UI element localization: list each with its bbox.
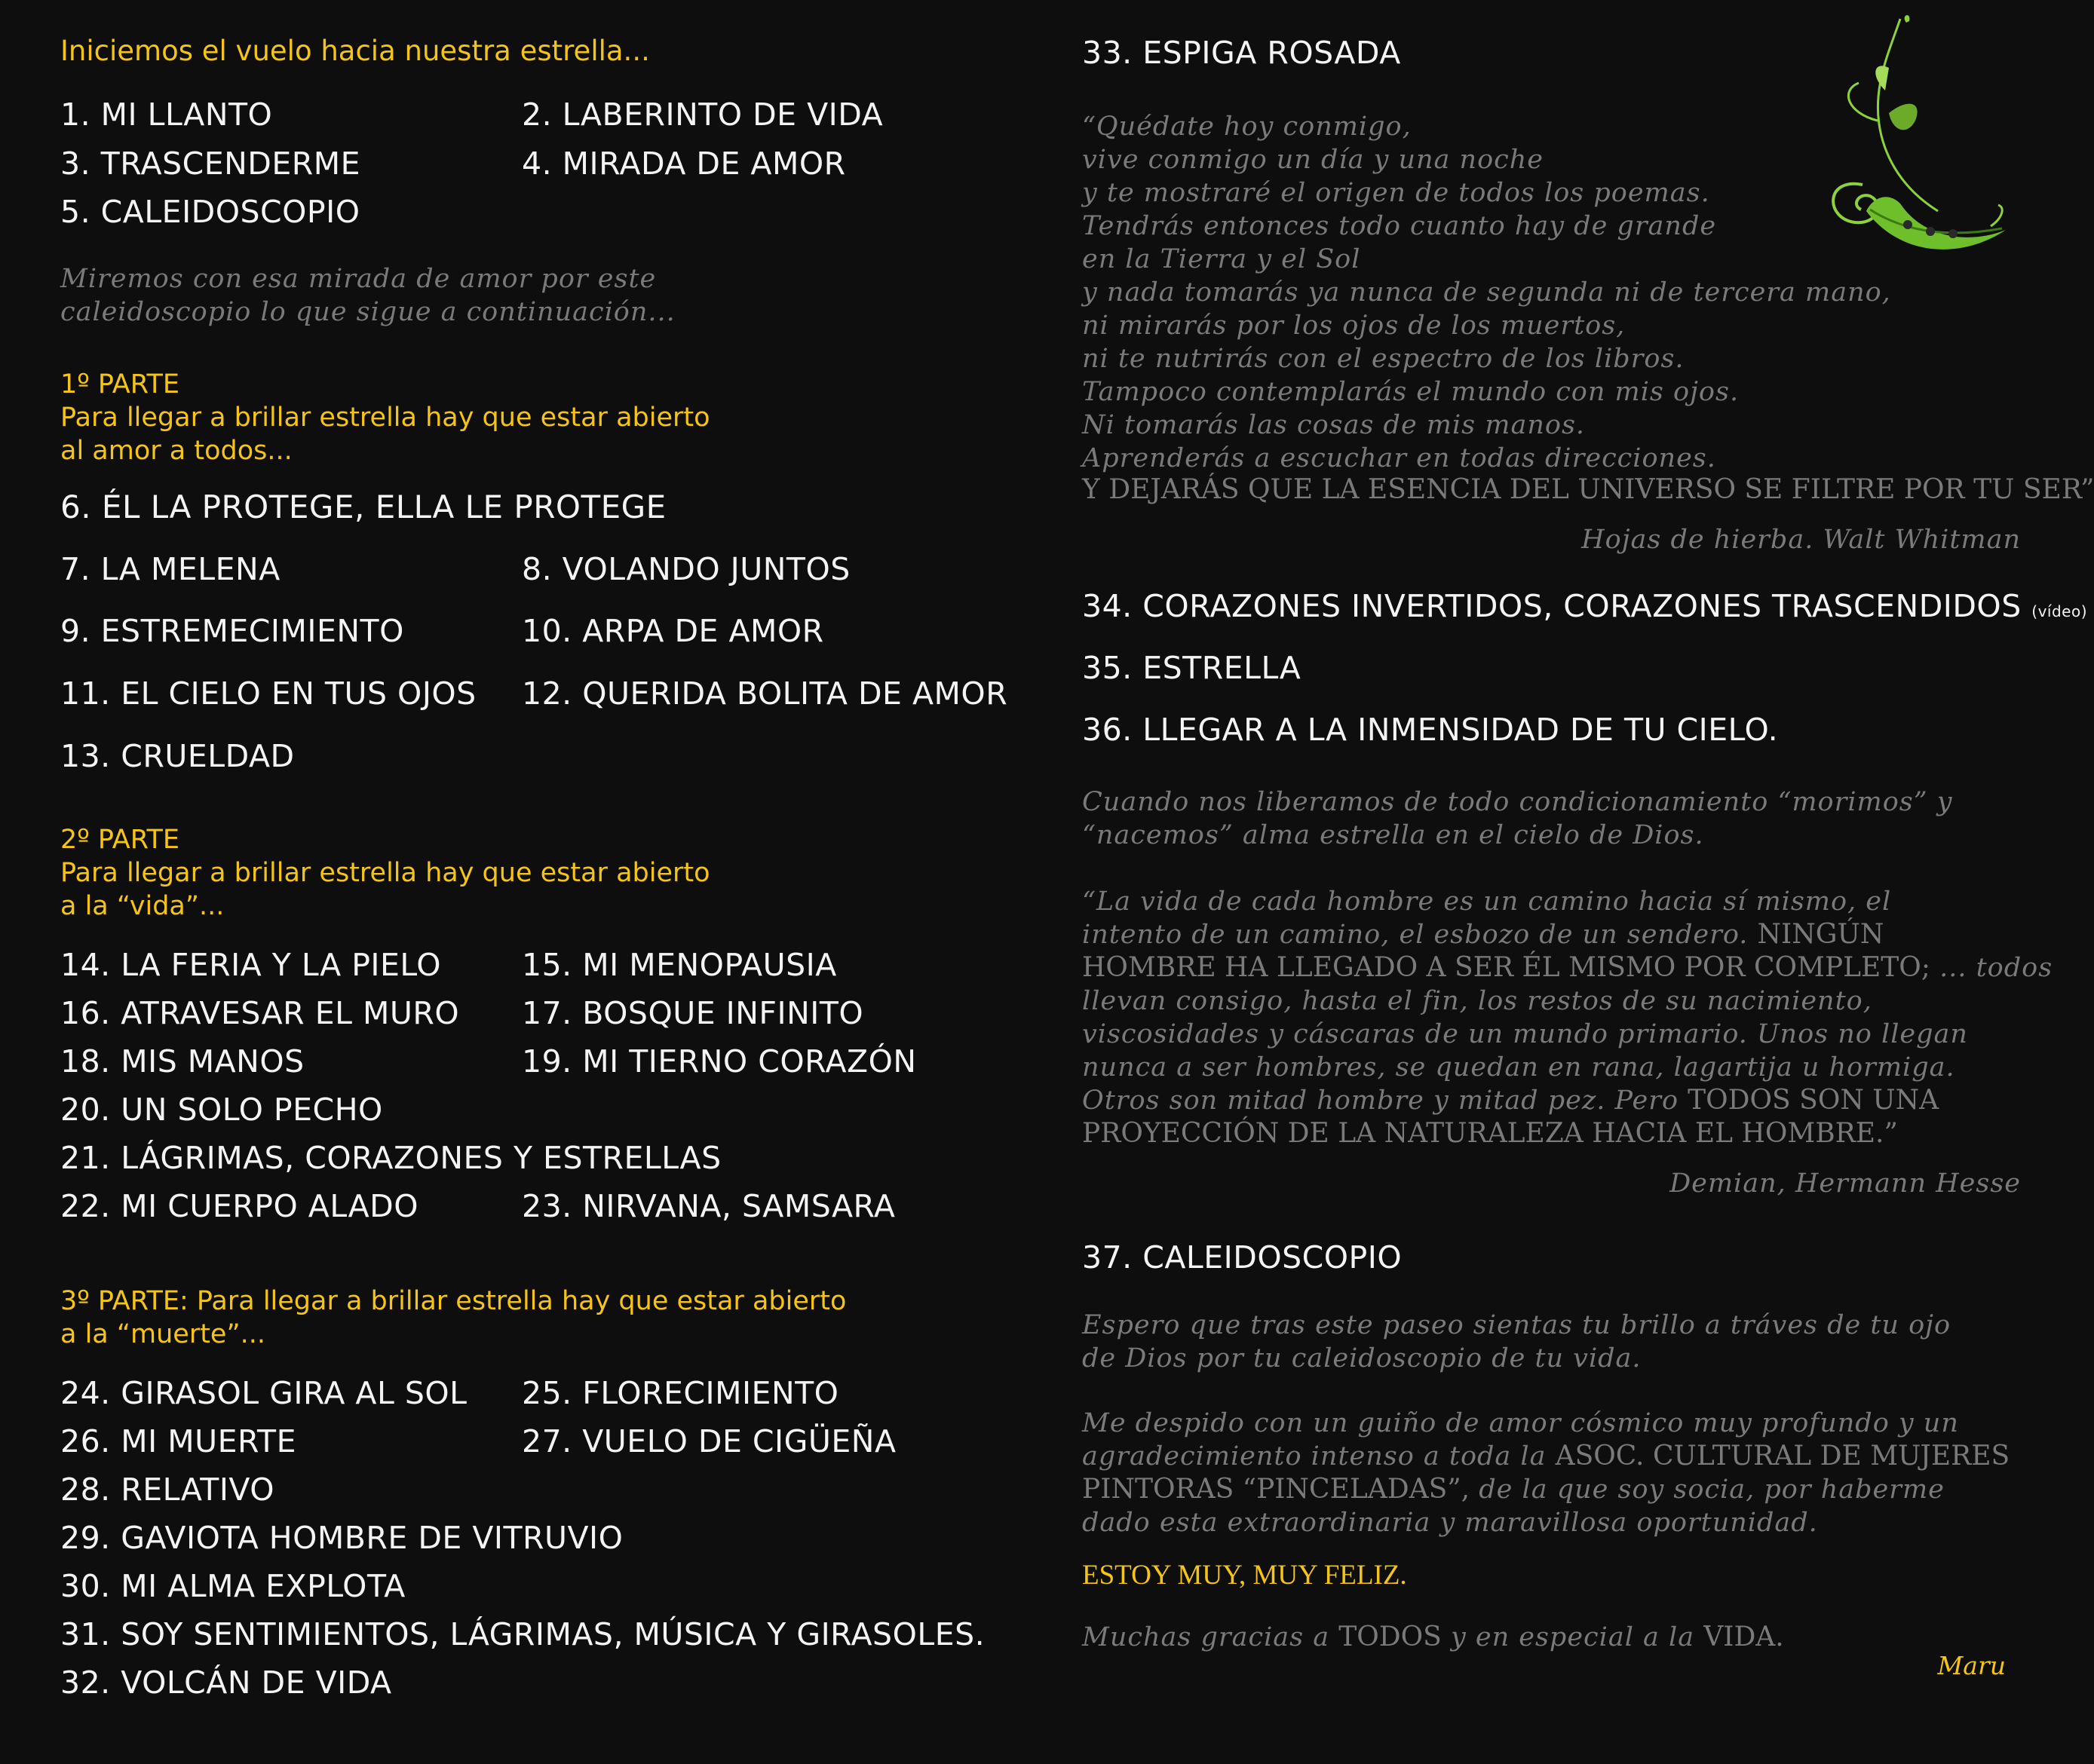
closing-caps: ASOC. CULTURAL DE MUJERES — [1555, 1441, 2010, 1472]
list-item: 17. BOSQUE INFINITO — [522, 995, 864, 1031]
list-item: 32. VOLCÁN DE VIDA — [60, 1664, 392, 1701]
closing-line: dado esta extraordinaria y maravillosa oportunidad. — [1082, 1508, 1818, 1538]
poem-caps-line: Y DEJARÁS QUE LA ESENCIA DEL UNIVERSO SE FILTRE POR TU SER” — [1082, 474, 2094, 505]
part1-line: al amor a todos... — [60, 436, 293, 466]
poem-line: vive conmigo un día y una noche — [1082, 145, 1544, 175]
item-33: 33. ESPIGA ROSADA — [1082, 35, 1401, 71]
part2-line: a la “vida”... — [60, 891, 225, 921]
list-item: 20. UN SOLO PECHO — [60, 1092, 383, 1128]
video-note: (vídeo) — [2031, 602, 2088, 620]
leaf-ornament-icon — [1817, 8, 2006, 271]
closing-line: de Dios por tu caleidoscopio de tu vida. — [1082, 1343, 1642, 1374]
list-item: 19. MI TIERNO CORAZÓN — [522, 1043, 917, 1080]
part2-title: 2º PARTE — [60, 825, 179, 855]
quote-script: Otros son mitad hombre y mitad pez. Pero — [1082, 1086, 1679, 1116]
quote-line: viscosidades y cáscaras de un mundo primario. Unos no llegan — [1082, 1019, 1968, 1049]
part3-line: a la “muerte”... — [60, 1319, 265, 1349]
list-item: 9. ESTREMECIMIENTO — [60, 613, 404, 649]
quote-line — [1082, 951, 2053, 985]
item-37: 37. CALEIDOSCOPIO — [1082, 1239, 1403, 1276]
list-item: 1. MI LLANTO — [60, 96, 273, 133]
closing-line: Me despido con un guiño de amor cósmico muy profundo y un — [1082, 1408, 1959, 1438]
poem-line: ni mirarás por los ojos de los muertos, — [1082, 311, 1626, 341]
part2-line: Para llegar a brillar estrella hay que estar abierto — [60, 858, 710, 888]
list-item: 24. GIRASOL GIRA AL SOL — [60, 1375, 468, 1411]
poem-line: ni te nutrirás con el espectro de los libros. — [1082, 344, 1685, 374]
happy-line: ESTOY MUY, MUY FELIZ. — [1082, 1560, 1407, 1591]
poem-source: Hojas de hierba. Walt Whitman — [1581, 525, 2021, 555]
list-item: 25. FLORECIMIENTO — [522, 1375, 839, 1411]
list-item: 14. LA FERIA Y LA PIELO — [60, 947, 442, 983]
quote-line: “La vida de cada hombre es un camino hacia sí mismo, el — [1082, 887, 1892, 917]
note-36-line: Cuando nos liberamos de todo condicionamiento “morimos” y — [1082, 787, 1953, 817]
list-item: 10. ARPA DE AMOR — [522, 613, 824, 649]
list-item: 5. CALEIDOSCOPIO — [60, 194, 360, 230]
list-item: 29. GAVIOTA HOMBRE DE VITRUVIO — [60, 1520, 624, 1556]
list-item: 28. RELATIVO — [60, 1472, 275, 1508]
item-36: 36. LLEGAR A LA INMENSIDAD DE TU CIELO. — [1082, 712, 1779, 748]
list-item: 16. ATRAVESAR EL MURO — [60, 995, 460, 1031]
list-item: 6. ÉL LA PROTEGE, ELLA LE PROTEGE — [60, 488, 667, 525]
thanks-script: Muchas gracias a — [1082, 1622, 1330, 1652]
thanks-line — [1082, 1621, 1784, 1654]
list-item: 18. MIS MANOS — [60, 1043, 305, 1080]
thanks-caps: TODOS — [1338, 1622, 1442, 1652]
quote-line: nunca a ser hombres, se quedan en rana, lagartija u hormiga. — [1082, 1052, 1955, 1083]
part3-line: 3º PARTE: Para llegar a brillar estrella hay que estar abierto — [60, 1286, 847, 1316]
list-item: 8. VOLANDO JUNTOS — [522, 551, 851, 587]
list-item: 12. QUERIDA BOLITA DE AMOR — [522, 675, 1008, 712]
list-item: 7. LA MELENA — [60, 551, 281, 587]
list-item: 2. LABERINTO DE VIDA — [522, 96, 884, 133]
quote-caps-line: PROYECCIÓN DE LA NATURALEZA HACIA EL HOMBRE.” — [1082, 1118, 1898, 1149]
intro-heading: Iniciemos el vuelo hacia nuestra estrella... — [60, 35, 650, 67]
quote-script: ... todos — [1939, 953, 2053, 983]
quote-caps: HOMBRE HA LLEGADO A SER ÉL MISMO POR COMPLETO; — [1082, 952, 1930, 983]
list-item: 23. NIRVANA, SAMSARA — [522, 1188, 896, 1224]
quote-caps: TODOS SON UNA — [1688, 1085, 1939, 1116]
item-34-title: 34. CORAZONES INVERTIDOS, CORAZONES TRASCENDIDOS — [1082, 588, 2022, 624]
list-item: 22. MI CUERPO ALADO — [60, 1188, 419, 1224]
intro-note-line: caleidoscopio lo que sigue a continuación... — [60, 297, 676, 327]
quote-caps: NINGÚN — [1757, 919, 1884, 950]
list-item: 4. MIRADA DE AMOR — [522, 145, 846, 182]
closing-line — [1082, 1473, 1945, 1506]
thanks-caps: VIDA. — [1703, 1622, 1784, 1652]
list-item: 31. SOY SENTIMIENTOS, LÁGRIMAS, MÚSICA Y GIRASOLES. — [60, 1616, 986, 1652]
poem-line: y nada tomarás ya nunca de segunda ni de tercera mano, — [1082, 277, 1891, 308]
quote-source: Demian, Hermann Hesse — [1669, 1168, 2021, 1199]
poem-line: Tampoco contemplarás el mundo con mis ojos. — [1082, 377, 1740, 407]
closing-script: de la que soy socia, por haberme — [1479, 1475, 1945, 1505]
item-35: 35. ESTRELLA — [1082, 650, 1301, 686]
poem-line: Tendrás entonces todo cuanto hay de grande — [1082, 211, 1717, 241]
quote-line — [1082, 1084, 1939, 1117]
poem-line: Ni tomarás las cosas de mis manos. — [1082, 410, 1586, 440]
list-item: 27. VUELO DE CIGÜEÑA — [522, 1423, 897, 1459]
poem-line: y te mostraré el origen de todos los poemas. — [1082, 178, 1710, 208]
poem-line: en la Tierra y el Sol — [1082, 244, 1361, 274]
part1-title: 1º PARTE — [60, 369, 179, 400]
list-item: 26. MI MUERTE — [60, 1423, 296, 1459]
closing-script: agradecimiento intenso a toda la — [1082, 1441, 1547, 1472]
poem-line: “Quédate hoy conmigo, — [1082, 112, 1412, 142]
list-item: 13. CRUELDAD — [60, 738, 295, 774]
part1-line: Para llegar a brillar estrella hay que estar abierto — [60, 403, 710, 433]
list-item: 21. LÁGRIMAS, CORAZONES Y ESTRELLAS — [60, 1140, 722, 1176]
thanks-script: y en especial a la — [1450, 1622, 1695, 1652]
list-item: 11. EL CIELO EN TUS OJOS — [60, 675, 477, 712]
list-item: 15. MI MENOPAUSIA — [522, 947, 837, 983]
list-item: 30. MI ALMA EXPLOTA — [60, 1568, 406, 1604]
signature: Maru — [1937, 1651, 2006, 1680]
closing-caps: PINTORAS “PINCELADAS”, — [1082, 1474, 1470, 1505]
item-34 — [1082, 588, 2087, 624]
quote-line — [1082, 918, 1884, 951]
intro-note-line: Miremos con esa mirada de amor por este — [60, 264, 657, 294]
quote-script: intento de un camino, el esbozo de un sendero. — [1082, 920, 1749, 950]
closing-line — [1082, 1440, 2010, 1473]
quote-line: llevan consigo, hasta el fin, los restos de su nacimiento, — [1082, 986, 1872, 1016]
closing-line: Espero que tras este paseo sientas tu brillo a tráves de tu ojo — [1082, 1310, 1951, 1340]
list-item: 3. TRASCENDERME — [60, 145, 361, 182]
poem-line: Aprenderás a escuchar en todas direcciones. — [1082, 443, 1716, 473]
note-36-line: “nacemos” alma estrella en el cielo de Dios. — [1082, 820, 1704, 850]
